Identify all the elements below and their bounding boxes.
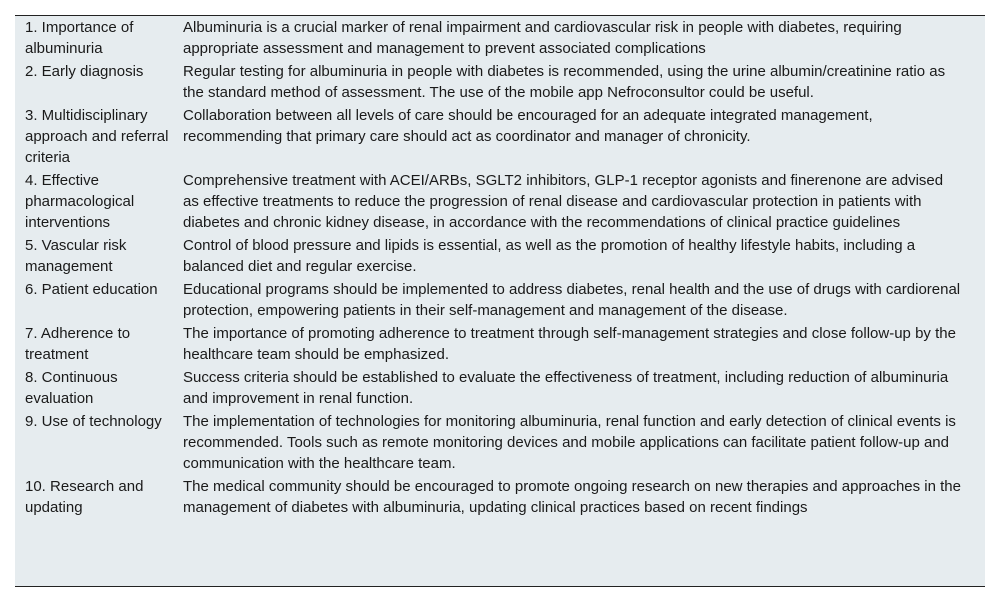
table-row bbox=[15, 411, 985, 476]
table-row bbox=[15, 367, 985, 411]
table-row bbox=[15, 105, 985, 170]
table-row bbox=[15, 16, 985, 61]
row-description: The medical community should be encouraged to promote ongoing research on new therapies and approaches in the management of diabetes with albuminuria, updating clinical practices based on recent findings bbox=[183, 478, 961, 516]
recommendations-table bbox=[15, 15, 985, 587]
row-description: Comprehensive treatment with ACEI/ARBs, SGLT2 inhibitors, GLP-1 receptor agonists and finerenone are advised as effective treatments to reduce the progression of renal disease and cardiovascular protection in patients with diabetes and chronic kidney disease, in accordance with the recommendations of clinical practice guidelines bbox=[183, 172, 944, 231]
row-key: 9. Use of technology bbox=[25, 413, 162, 430]
row-key: 3. Multidisciplinary approach and referral criteria bbox=[25, 107, 169, 166]
table-row bbox=[15, 476, 985, 520]
table-row bbox=[15, 279, 985, 323]
row-key: 8. Continuous evaluation bbox=[25, 369, 118, 407]
table-row bbox=[15, 235, 985, 279]
row-key: 6. Patient education bbox=[25, 281, 158, 298]
row-description: Educational programs should be implemented to address diabetes, renal health and the use of drugs with cardiorenal protection, empowering patients in their self-management and management of the disease. bbox=[183, 281, 961, 319]
recommendations-table-grid bbox=[15, 16, 985, 520]
table-row bbox=[15, 170, 985, 235]
row-description: Collaboration between all levels of care should be encouraged for an adequate integrated management, recommending that primary care should act as coordinator and manager of chronicity. bbox=[183, 107, 873, 145]
table-row bbox=[15, 61, 985, 105]
row-key: 5. Vascular risk management bbox=[25, 237, 127, 275]
row-description: Albuminuria is a crucial marker of renal impairment and cardiovascular risk in people with diabetes, requiring appropriate assessment and management to prevent associated complications bbox=[183, 19, 902, 57]
row-key: 7. Adherence to treatment bbox=[25, 325, 131, 363]
row-description: Success criteria should be established to evaluate the effectiveness of treatment, including reduction of albuminuria and improvement in renal function. bbox=[183, 369, 949, 407]
row-description: Regular testing for albuminuria in people with diabetes is recommended, using the urine albumin/creatinine ratio as the standard method of assessment. The use of the mobile app Nefroconsultor could be useful. bbox=[183, 63, 946, 101]
row-description: The implementation of technologies for monitoring albuminuria, renal function and early detection of clinical events is recommended. Tools such as remote monitoring devices and mobile applications can facilitate patient follow-up and communication with the healthcare team. bbox=[183, 413, 956, 472]
row-key: 4. Effective pharmacological interventions bbox=[25, 172, 135, 231]
row-key: 10. Research and updating bbox=[25, 478, 144, 516]
row-key: 1. Importance of albuminuria bbox=[25, 19, 134, 57]
row-key: 2. Early diagnosis bbox=[25, 63, 144, 80]
row-description: Control of blood pressure and lipids is essential, as well as the promotion of healthy lifestyle habits, including a balanced diet and regular exercise. bbox=[183, 237, 916, 275]
row-description: The importance of promoting adherence to treatment through self-management strategies and close follow-up by the healthcare team should be emphasized. bbox=[183, 325, 956, 363]
table-row bbox=[15, 323, 985, 367]
